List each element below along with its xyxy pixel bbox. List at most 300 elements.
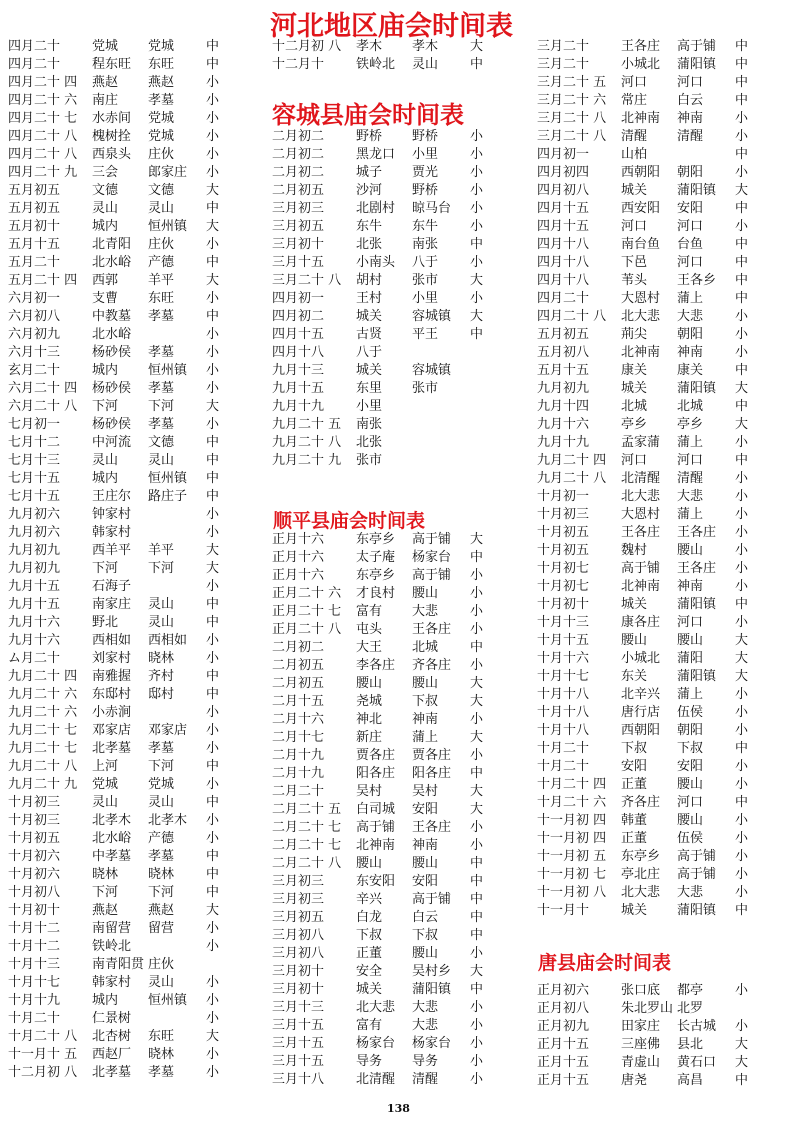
fair-date: 二月十六 (272, 712, 325, 727)
fair-date: 二月十五 (272, 694, 325, 709)
fair-location: 小里 (356, 399, 383, 414)
fair-date: 三月初八 (272, 946, 325, 961)
fair-size: 小 (735, 309, 749, 324)
fair-size: 小 (470, 165, 484, 180)
fair-date: 二月十七 (272, 730, 325, 745)
fair-location: 清醒 (621, 129, 648, 144)
fair-size: 中 (206, 687, 220, 702)
fair-date: 十月初五 (537, 543, 590, 558)
fair-size: 小 (735, 705, 749, 720)
fair-location: 李各庄 (356, 658, 396, 673)
fair-date: 十一月初 七 (537, 867, 607, 882)
fair-size: 小 (735, 111, 749, 126)
fair-date: 三月二十 (537, 57, 590, 72)
fair-date: 九月初九 (8, 561, 61, 576)
fair-location: 城关 (356, 363, 383, 378)
township: 下叔 (677, 741, 704, 756)
fair-location: 北水峪 (92, 327, 132, 342)
fair-date: 四月二十 四 (8, 75, 78, 90)
township: 阳各庄 (412, 766, 452, 781)
fair-date: 五月初五 (537, 327, 590, 342)
fair-size: 中 (735, 201, 749, 216)
fair-size: 小 (735, 561, 749, 576)
fair-size: 小 (206, 921, 220, 936)
fair-size: 小 (735, 615, 749, 630)
fair-size: 小 (206, 291, 220, 306)
fair-location: 大王 (356, 640, 383, 655)
fair-size: 小 (735, 471, 749, 486)
fair-size: 小 (470, 604, 484, 619)
township: 安阳 (412, 874, 439, 889)
fair-location: 支曹 (92, 291, 119, 306)
fair-location: 杨砂侯 (92, 345, 132, 360)
township: 下河 (148, 759, 175, 774)
fair-size: 中 (470, 892, 484, 907)
fair-location: 西郭 (92, 273, 119, 288)
fair-location: 正董 (356, 946, 383, 961)
fair-size: 小 (206, 237, 220, 252)
fair-size: 小 (206, 579, 220, 594)
fair-size: 大 (206, 1029, 220, 1044)
township: 野桥 (412, 129, 439, 144)
fair-location: 北神南 (356, 838, 396, 853)
fair-location: 孝木 (356, 39, 383, 54)
fair-size: 中 (470, 237, 484, 252)
fair-size: 大 (470, 730, 484, 745)
fair-size: 中 (470, 766, 484, 781)
township: 郎家庄 (148, 165, 188, 180)
fair-size: 中 (470, 856, 484, 871)
fair-date: 十月十二 (8, 921, 61, 936)
fair-location: 小赤涧 (92, 705, 132, 720)
fair-date: 四月二十 (8, 57, 61, 72)
fair-location: 水赤间 (92, 111, 132, 126)
fair-location: 正董 (621, 777, 648, 792)
fair-size: 大 (206, 561, 220, 576)
fair-size: 小 (470, 129, 484, 144)
township: 朝阳 (677, 723, 704, 738)
township: 恒州镇 (148, 219, 188, 234)
township: 燕赵 (148, 903, 175, 918)
township: 王各庄 (677, 561, 717, 576)
fair-location: 三座佛 (621, 1037, 661, 1052)
fair-date: 十月二十 (537, 759, 590, 774)
fair-location: 亭乡 (621, 417, 648, 432)
fair-date: 四月十五 (537, 219, 590, 234)
fair-size: 大 (470, 309, 484, 324)
fair-location: 朱北罗山 (621, 1001, 674, 1016)
fair-location: 康关 (621, 363, 648, 378)
fair-date: 四月十五 (537, 201, 590, 216)
fair-date: 五月二十 (8, 255, 61, 270)
township: 灵山 (148, 975, 175, 990)
township: 文德 (148, 183, 175, 198)
fair-size: 中 (735, 363, 749, 378)
fair-date: 十一月初 八 (537, 885, 607, 900)
fair-size: 小 (735, 129, 749, 144)
fair-size: 小 (735, 1019, 749, 1034)
fair-date: 九月十五 (8, 579, 61, 594)
fair-location: 东牛 (356, 219, 383, 234)
fair-date: 三月十五 (272, 1018, 325, 1033)
fair-location: 党城 (92, 777, 119, 792)
fair-location: 北水峪 (92, 255, 132, 270)
fair-date: 四月十八 (537, 255, 590, 270)
fair-size: 小 (470, 568, 484, 583)
fair-location: 八于 (356, 345, 383, 360)
township: 腰山 (412, 586, 439, 601)
fair-date: 三月初五 (272, 910, 325, 925)
fair-date: 九月二十 六 (8, 705, 78, 720)
fair-date: 二月二十 七 (272, 838, 342, 853)
fair-date: 四月初二 (272, 309, 325, 324)
fair-location: 杨砂侯 (92, 417, 132, 432)
fair-size: 小 (206, 975, 220, 990)
fair-location: 东邸村 (92, 687, 132, 702)
fair-size: 小 (206, 75, 220, 90)
fair-location: 亭北庄 (621, 867, 661, 882)
fair-size: 小 (470, 291, 484, 306)
fair-location: 东里 (356, 381, 383, 396)
fair-location: 铁岭北 (356, 57, 396, 72)
fair-location: 吴村 (356, 784, 383, 799)
fair-location: 腰山 (356, 856, 383, 871)
fair-size: 中 (735, 597, 749, 612)
township: 河口 (677, 795, 704, 810)
fair-size: 中 (206, 255, 220, 270)
fair-location: 王各庄 (621, 39, 661, 54)
fair-date: 三月初五 (272, 219, 325, 234)
township: 贾各庄 (412, 748, 452, 763)
page-title: 河北地区庙会时间表 (270, 11, 513, 42)
fair-date: 六月初八 (8, 309, 61, 324)
fair-size: 小 (470, 255, 484, 270)
fair-location: 北孝墓 (92, 741, 132, 756)
fair-date: ム月二十 (8, 651, 61, 666)
township: 野桥 (412, 183, 439, 198)
fair-date: 十月十九 (8, 993, 61, 1008)
fair-location: 三会 (92, 165, 119, 180)
fair-location: 城关 (621, 381, 648, 396)
fair-location: 北张 (356, 435, 383, 450)
township: 孝墓 (148, 345, 175, 360)
township: 孝墓 (148, 93, 175, 108)
fair-size: 小 (206, 381, 220, 396)
fair-date: 四月二十 六 (8, 93, 78, 108)
fair-date: 六月十三 (8, 345, 61, 360)
township: 河口 (677, 255, 704, 270)
fair-date: 九月初六 (8, 525, 61, 540)
fair-location: 中教墓 (92, 309, 132, 324)
fair-size: 小 (735, 777, 749, 792)
fair-location: 小城北 (621, 57, 661, 72)
fair-date: 九月十九 (272, 399, 325, 414)
township: 晓林 (148, 651, 175, 666)
fair-size: 中 (470, 928, 484, 943)
fair-size: 中 (206, 309, 220, 324)
township: 恒州镇 (148, 363, 188, 378)
township: 河口 (677, 615, 704, 630)
fair-size: 小 (206, 327, 220, 342)
fair-location: 城子 (356, 165, 383, 180)
fair-location: 下邑 (621, 255, 648, 270)
fair-location: 野桥 (356, 129, 383, 144)
township: 伍侯 (677, 831, 704, 846)
township: 都亭 (677, 983, 704, 998)
township: 蒲阳 (677, 651, 704, 666)
fair-location: 北大悲 (621, 885, 661, 900)
fair-date: 正月十五 (537, 1073, 590, 1088)
township: 清醒 (412, 1072, 439, 1087)
fair-date: 五月初八 (537, 345, 590, 360)
township: 大悲 (677, 885, 704, 900)
fair-size: 中 (206, 885, 220, 900)
fair-size: 大 (470, 784, 484, 799)
fair-size: 小 (206, 507, 220, 522)
fair-date: 九月二十 八 (8, 759, 78, 774)
fair-size: 小 (470, 622, 484, 637)
fair-size: 小 (206, 93, 220, 108)
fair-location: 党城 (92, 39, 119, 54)
fair-date: 九月十六 (8, 633, 61, 648)
fair-location: 城关 (621, 183, 648, 198)
fair-location: 南庄 (92, 93, 119, 108)
fair-size: 大 (735, 1037, 749, 1052)
fair-size: 小 (470, 1054, 484, 1069)
fair-date: 正月十五 (537, 1037, 590, 1052)
township: 腰山 (412, 856, 439, 871)
township: 康关 (677, 363, 704, 378)
fair-size: 中 (735, 147, 749, 162)
fair-size: 小 (735, 435, 749, 450)
fair-date: 九月二十 八 (537, 471, 607, 486)
township: 张市 (412, 381, 439, 396)
fair-date: 十月二十 (8, 1011, 61, 1026)
fair-date: 九月十六 (537, 417, 590, 432)
township: 党城 (148, 111, 175, 126)
fair-location: 魏村 (621, 543, 648, 558)
fair-location: 安阳 (621, 759, 648, 774)
township: 腰山 (412, 676, 439, 691)
township: 北城 (677, 399, 704, 414)
fair-location: 上河 (92, 759, 119, 774)
fair-size: 中 (735, 453, 749, 468)
fair-date: 二月二十 八 (272, 856, 342, 871)
fair-location: 下河 (92, 885, 119, 900)
fair-size: 小 (206, 633, 220, 648)
fair-location: 程东旺 (92, 57, 132, 72)
fair-size: 小 (206, 777, 220, 792)
fair-location: 西赵厂 (92, 1047, 132, 1062)
township: 东旺 (148, 1029, 175, 1044)
township: 白云 (677, 93, 704, 108)
township: 党城 (148, 129, 175, 144)
fair-date: 正月十六 (272, 568, 325, 583)
fair-location: 北张 (356, 237, 383, 252)
fair-size: 小 (470, 183, 484, 198)
fair-date: 十月初八 (8, 885, 61, 900)
fair-date: 三月初十 (272, 237, 325, 252)
fair-date: 七月初一 (8, 417, 61, 432)
township: 晓林 (148, 867, 175, 882)
fair-location: 北辛兴 (621, 687, 661, 702)
township: 张市 (412, 273, 439, 288)
fair-location: 常庄 (621, 93, 648, 108)
township: 孝墓 (148, 309, 175, 324)
township: 神南 (412, 838, 439, 853)
fair-location: 韩家村 (92, 975, 132, 990)
township: 羊平 (148, 543, 175, 558)
township: 王各乡 (677, 273, 717, 288)
fair-size: 小 (470, 748, 484, 763)
township: 高于铺 (412, 568, 452, 583)
township: 灵山 (148, 201, 175, 216)
fair-date: 三月二十 五 (537, 75, 607, 90)
township: 灵山 (148, 597, 175, 612)
fair-location: 孟家蒲 (621, 435, 661, 450)
fair-location: 腰山 (356, 676, 383, 691)
fair-size: 小 (735, 687, 749, 702)
fair-date: 九月十五 (272, 381, 325, 396)
fair-date: 五月初五 (8, 183, 61, 198)
fair-size: 小 (206, 1047, 220, 1062)
fair-location: 西安阳 (621, 201, 661, 216)
fair-size: 中 (206, 795, 220, 810)
fair-date: 二月十九 (272, 766, 325, 781)
fair-date: 正月初八 (537, 1001, 590, 1016)
fair-size: 小 (470, 712, 484, 727)
fair-location: 荊尖 (621, 327, 648, 342)
fair-date: 六月初九 (8, 327, 61, 342)
fair-date: 九月初六 (8, 507, 61, 522)
fair-location: 王庄尔 (92, 489, 132, 504)
township: 容城镇 (412, 309, 452, 324)
fair-location: 槐树拴 (92, 129, 132, 144)
fair-size: 小 (470, 201, 484, 216)
township: 河口 (677, 453, 704, 468)
fair-date: 四月二十 八 (537, 309, 607, 324)
fair-location: 西泉头 (92, 147, 132, 162)
fair-size: 大 (735, 381, 749, 396)
township: 长古城 (677, 1019, 717, 1034)
fair-date: 二月初二 (272, 147, 325, 162)
fair-size: 小 (735, 507, 749, 522)
township: 吴村乡 (412, 964, 452, 979)
fair-date: 正月十六 (272, 532, 325, 547)
fair-size: 小 (735, 525, 749, 540)
fair-date: 二月二十 七 (272, 820, 342, 835)
fair-size: 中 (735, 57, 749, 72)
fair-location: 胡村 (356, 273, 383, 288)
township: 羊平 (148, 273, 175, 288)
fair-location: 北孝木 (92, 813, 132, 828)
fair-size: 小 (735, 579, 749, 594)
fair-location: 东亭乡 (621, 849, 661, 864)
fair-size: 中 (735, 399, 749, 414)
fair-location: 西朝阳 (621, 723, 661, 738)
township: 灵山 (148, 615, 175, 630)
fair-size: 小 (470, 820, 484, 835)
fair-location: 城关 (356, 982, 383, 997)
fair-size: 小 (206, 813, 220, 828)
township: 下河 (148, 399, 175, 414)
fair-date: 九月初九 (8, 543, 61, 558)
fair-location: 韩董 (621, 813, 648, 828)
fair-location: 东亭乡 (356, 568, 396, 583)
township: 下叔 (412, 694, 439, 709)
township: 白云 (412, 910, 439, 925)
township: 恒州镇 (148, 471, 188, 486)
township: 安阳 (412, 802, 439, 817)
fair-date: 十月二十 六 (537, 795, 607, 810)
fair-date: 三月初三 (272, 201, 325, 216)
fair-location: 大恩村 (621, 507, 661, 522)
fair-location: 富有 (356, 604, 383, 619)
fair-location: 中河流 (92, 435, 132, 450)
fair-date: 九月二十 九 (272, 453, 342, 468)
township: 晓林 (148, 1047, 175, 1062)
fair-size: 小 (470, 1072, 484, 1087)
township: 蒲阳镇 (677, 381, 717, 396)
fair-size: 中 (735, 741, 749, 756)
fair-size: 中 (206, 615, 220, 630)
fair-date: 三月二十 六 (537, 93, 607, 108)
township: 容城镇 (412, 363, 452, 378)
fair-size: 中 (206, 435, 220, 450)
township: 朝阳 (677, 327, 704, 342)
fair-location: 刘家村 (92, 651, 132, 666)
fair-date: 十月初五 (537, 525, 590, 540)
township: 蒲阳镇 (677, 57, 717, 72)
fair-location: 青虚山 (621, 1055, 661, 1070)
fair-location: 小城北 (621, 651, 661, 666)
fair-date: 十月十三 (537, 615, 590, 630)
fair-date: 十月初六 (8, 849, 61, 864)
fair-location: 城内 (92, 219, 119, 234)
township: 台鱼 (677, 237, 704, 252)
fair-date: 正月初六 (537, 983, 590, 998)
fair-size: 中 (206, 759, 220, 774)
township: 腰山 (677, 777, 704, 792)
fair-size: 大 (206, 543, 220, 558)
fair-location: 北清醒 (356, 1072, 396, 1087)
fair-date: 四月二十 九 (8, 165, 78, 180)
fair-size: 小 (470, 1018, 484, 1033)
fair-location: 新庄 (356, 730, 383, 745)
township: 灵山 (412, 57, 439, 72)
fair-location: 辛兴 (356, 892, 383, 907)
township: 高昌 (677, 1073, 704, 1088)
township: 蒲阳镇 (412, 982, 452, 997)
fair-location: 富有 (356, 1018, 383, 1033)
fair-date: 七月十三 (8, 453, 61, 468)
fair-location: 唐行店 (621, 705, 661, 720)
fair-date: 十一月初 四 (537, 831, 607, 846)
fair-date: 十月十二 (8, 939, 61, 954)
fair-size: 小 (735, 983, 749, 998)
township: 神南 (412, 712, 439, 727)
township: 蒲阳镇 (677, 669, 717, 684)
township: 灵山 (148, 795, 175, 810)
fair-date: 四月二十 七 (8, 111, 78, 126)
township: 庄伙 (148, 237, 175, 252)
fair-size: 小 (470, 946, 484, 961)
township: 平王 (412, 327, 439, 342)
fair-location: 南家庄 (92, 597, 132, 612)
fair-date: 六月初一 (8, 291, 61, 306)
fair-date: 三月十五 (272, 1036, 325, 1051)
township: 孝墓 (148, 849, 175, 864)
